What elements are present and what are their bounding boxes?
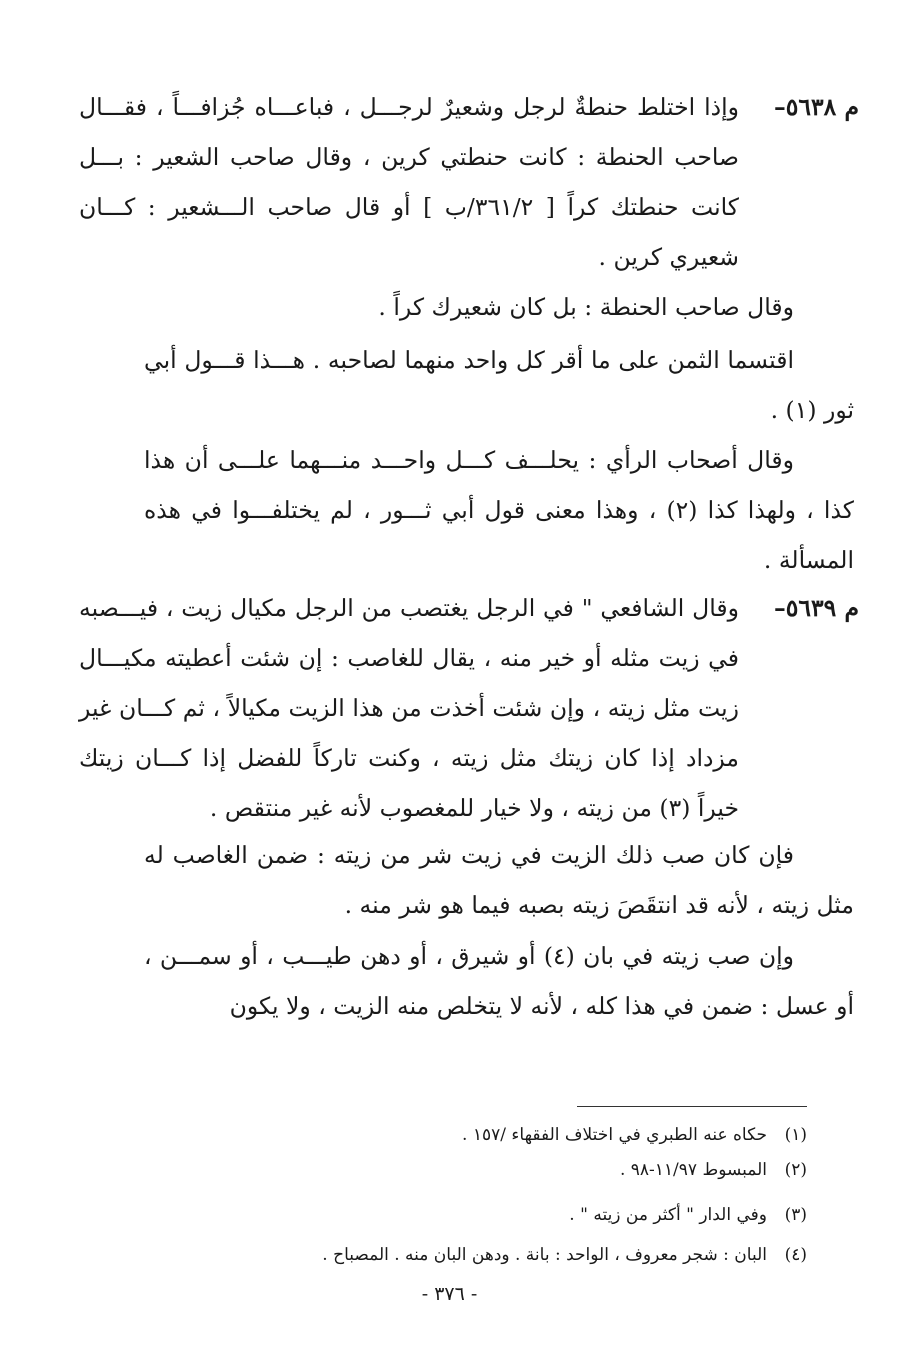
footnote-marker: (٢)	[784, 1160, 807, 1180]
footnote	[107, 1122, 807, 1148]
entry-text: وقال الشافعي " في الرجل يغتصب من الرجل مكيال زيت ، فيـــصبه في زيت مثله أو خير منه ، يقال للغاصب : إن شئت أعطيته مكيـــال زيت مثل زيته ، وإن شئت أخذت من هذا الزيت مكيالاً ، ثم كـــان غير مزداد إذا كان زيتك مثل زيته ، وكنت تاركاً للفضل إذا كـــان زيتك خيراً (٣) من زيته ، ولا خيار للمغصوب لأنه غير منتقص .	[79, 594, 739, 822]
entry-5639	[79, 583, 859, 833]
paragraph: وقال صاحب الحنطة : بل كان شعيرك كراً .	[378, 293, 794, 321]
footnote-marker: (٤)	[784, 1245, 807, 1265]
entry-5638	[79, 82, 859, 282]
page-number: - ٣٧٦ -	[421, 1283, 478, 1305]
footnote-text: البان : شجر معروف ، الواحد : بانة . ودهن البان منه . المصباح .	[322, 1245, 767, 1265]
paragraph: اقتسما الثمن على ما أقر كل واحد منهما لصاحبه . هـــذا قـــول أبي ثور (١) .	[144, 346, 854, 424]
footnote-text: حكاه عنه الطبري في اختلاف الفقهاء /١٥٧ .	[462, 1125, 767, 1145]
footnote-separator	[577, 1106, 807, 1107]
footnote-marker: (١)	[784, 1125, 807, 1145]
entry-number: م ٥٦٣٩–	[774, 594, 859, 622]
footnote	[107, 1242, 807, 1268]
paragraph: فإن كان صب ذلك الزيت في زيت شر من زيته : ضمن الغاصب له مثل زيته ، لأنه قد انتقَصَ زيته بصبه فيما هو شر منه .	[144, 841, 854, 919]
footnote	[107, 1202, 807, 1228]
footnote-marker: (٣)	[784, 1205, 807, 1225]
paragraph: وإن صب زيته في بان (٤) أو شيرق ، أو دهن طيـــب ، أو سمـــن ، أو عسل : ضمن في هذا كله ، لأنه لا يتخلص منه الزيت ، ولا يكون	[144, 942, 854, 1020]
footnote-text: وفي الدار " أكثر من زيته " .	[569, 1205, 767, 1225]
footnote-text: المبسوط ١١/٩٧-٩٨ .	[619, 1160, 767, 1180]
footnote	[107, 1157, 807, 1183]
paragraph: وقال أصحاب الرأي : يحلـــف كـــل واحـــد منـــهما علـــى أن هذا كذا ، ولهذا كذا (٢) ، وهذا معنى قول أبي ثـــور ، لم يختلفـــوا في هذه المسألة .	[144, 446, 854, 574]
entry-number: م ٥٦٣٨–	[774, 93, 859, 121]
entry-text: وإذا اختلط حنطةٌ لرجل وشعيرٌ لرجـــل ، فباعـــاه جُزافـــاً ، فقـــال صاحب الحنطة : كانت حنطتي كرين ، وقال صاحب الشعير : بـــل كانت حنطتك كراً [ ٣٦١/٢/ب ] أو قال صاحب الـــشعير : كـــان شعيري كرين .	[79, 93, 739, 271]
